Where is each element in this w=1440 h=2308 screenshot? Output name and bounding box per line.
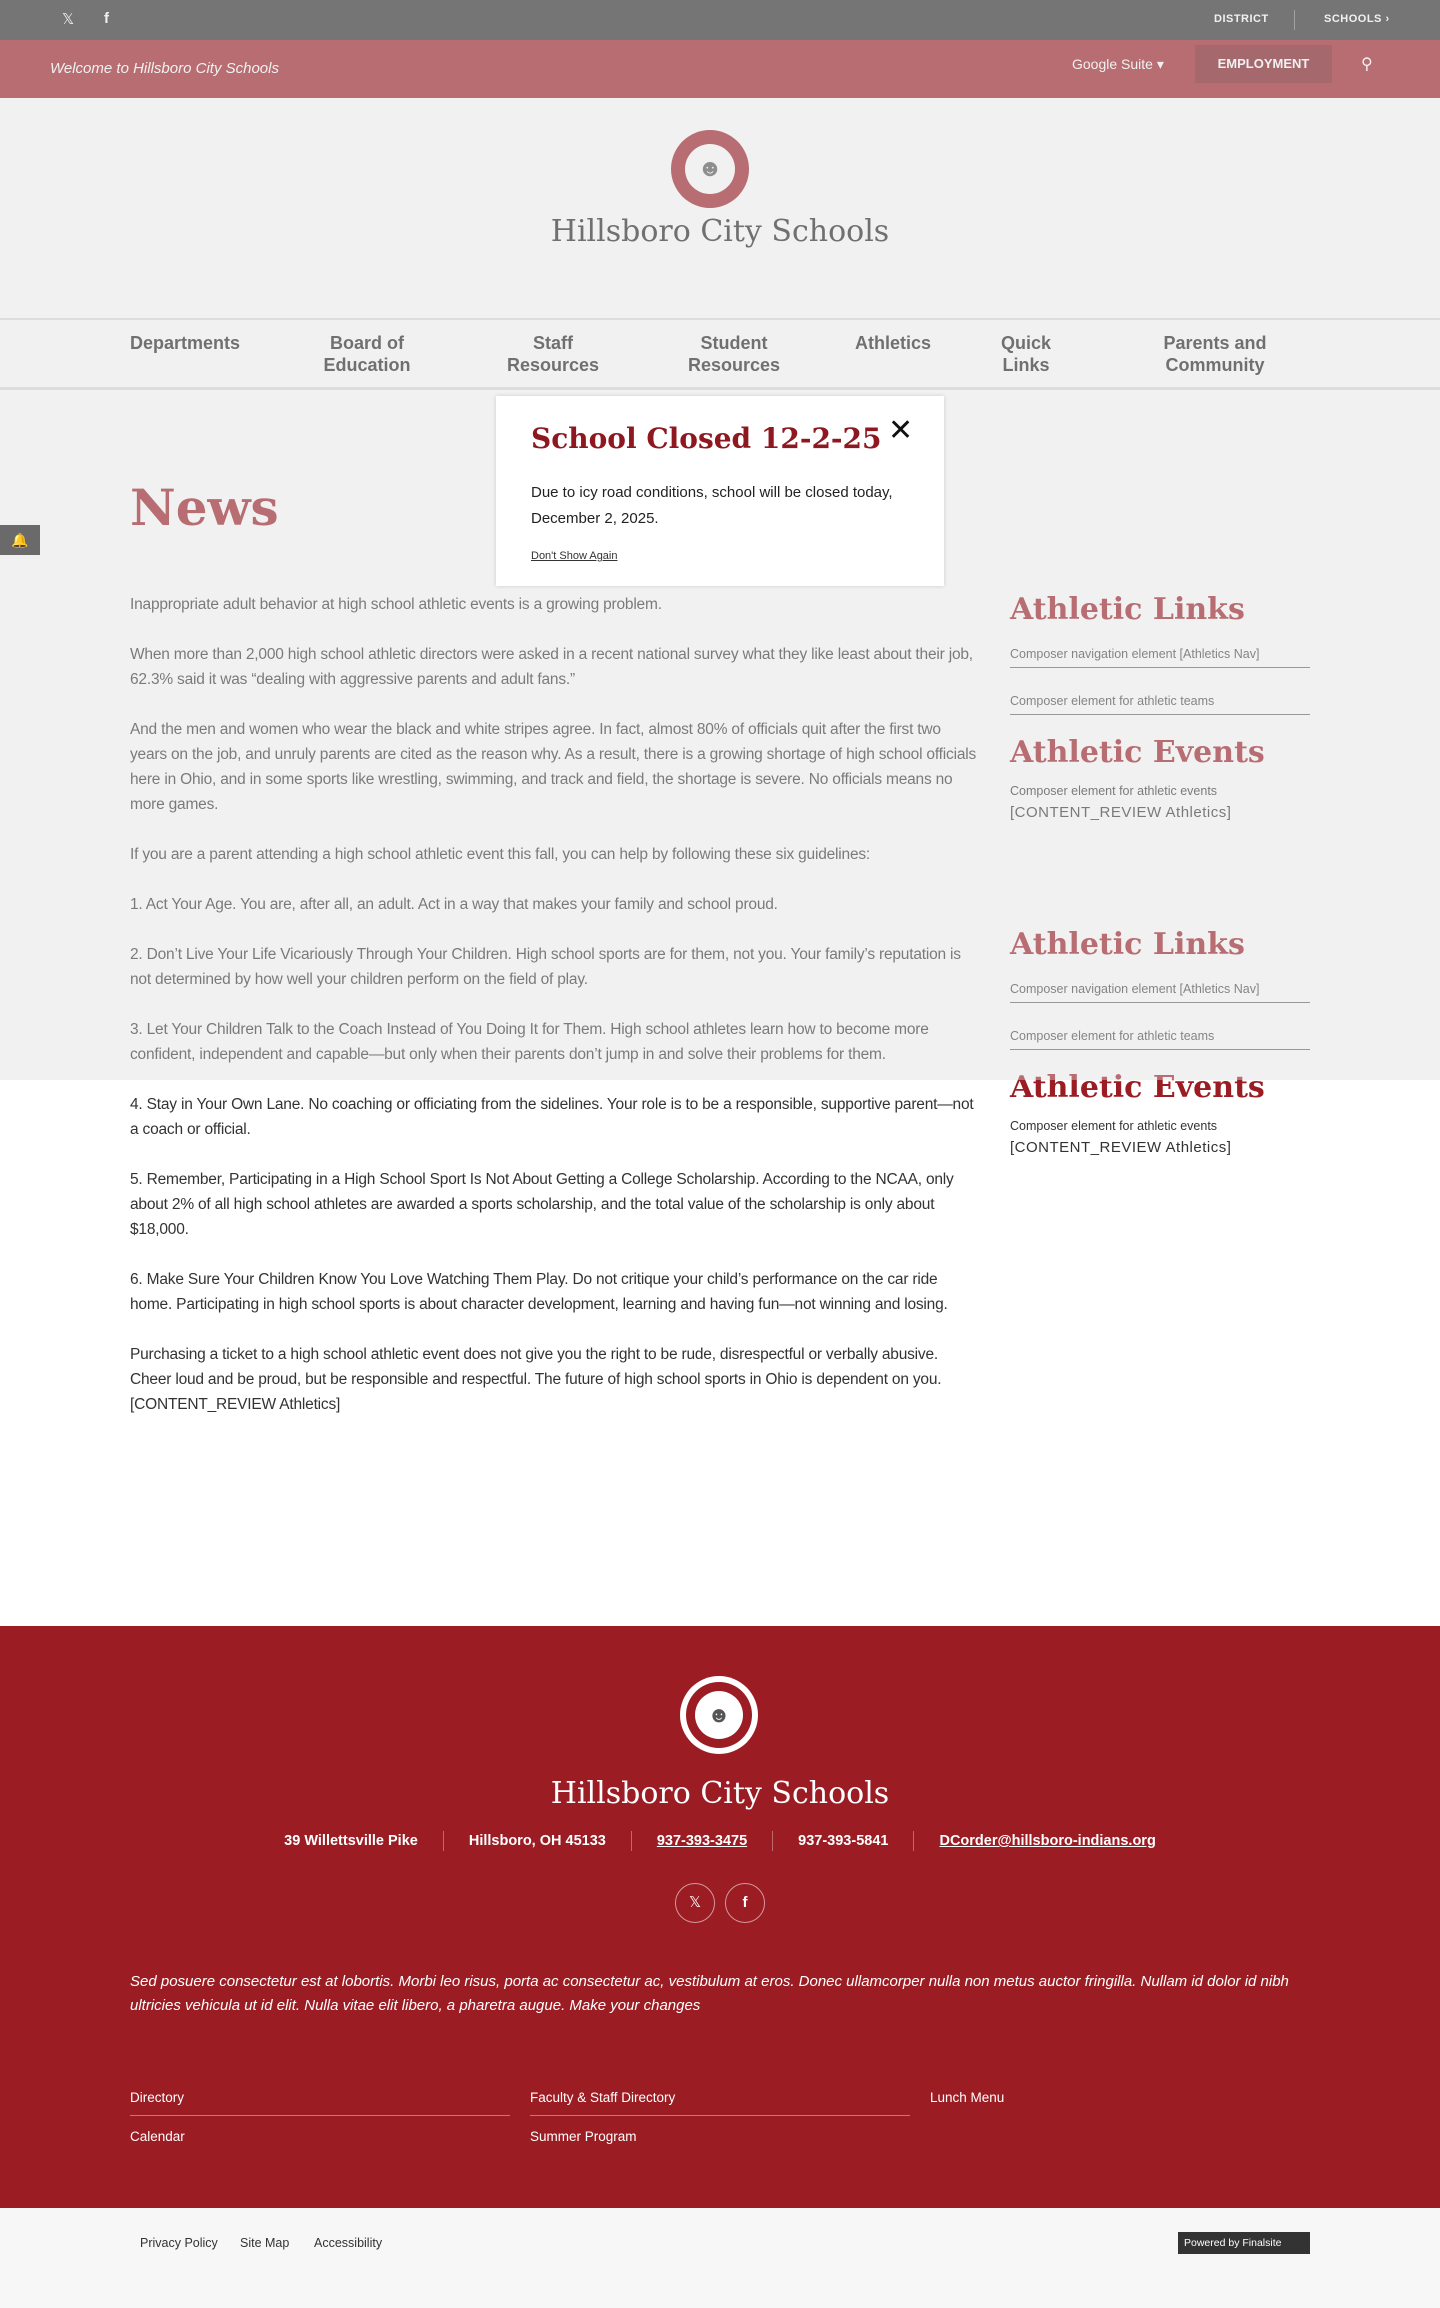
footer <box>0 1626 1440 2208</box>
facebook-icon[interactable]: f <box>104 10 109 27</box>
footer-title: Hillsboro City Schools <box>550 1776 890 1811</box>
x-icon[interactable]: 𝕏 <box>62 11 75 28</box>
athletic-links-heading: Athletic Links <box>1010 592 1245 627</box>
dont-show-again-link[interactable]: Don't Show Again <box>531 550 618 562</box>
accessibility-link[interactable]: Accessibility <box>314 2236 383 2250</box>
modal-message: Due to icy road conditions, school will be closed today, December 2, 2025. <box>531 484 893 527</box>
paragraph: 6. Make Sure Your Children Know You Love Watching Them Play. Do not critique your child’s performance on the car ride home. Participating in high school sports is about character development, learning and having fun—not winning and losing. <box>130 1271 948 1313</box>
nav-staff-resources[interactable]: Staff Resources <box>506 333 600 375</box>
content-review-tag: [CONTENT_REVIEW Athletics] <box>1010 1139 1232 1156</box>
footer-link-summer-program[interactable]: Summer Program <box>530 2129 637 2144</box>
facebook-icon[interactable]: f <box>725 1883 765 1923</box>
x-icon[interactable]: 𝕏 <box>675 1883 715 1923</box>
athletic-events-element: Composer element for athletic events <box>1010 1119 1218 1133</box>
city-state-zip: Hillsboro, OH 45133 <box>443 1831 631 1851</box>
paragraph: 1. Act Your Age. You are, after all, an adult. Act in a way that makes your family and school proud. <box>130 896 778 913</box>
footer-seal-logo[interactable] <box>680 1676 758 1754</box>
powered-by-finalsite-badge[interactable]: Powered by Finalsite <box>1178 2232 1310 2254</box>
modal-title: School Closed 12-2-25 <box>531 422 882 455</box>
content-review-tag: [CONTENT_REVIEW Athletics] <box>1010 804 1232 821</box>
nav-quick-links[interactable]: Quick Links <box>1000 333 1052 375</box>
paragraph: 4. Stay in Your Own Lane. No coaching or officiating from the sidelines. Your role is to be a responsible, supportive parent—not a coach or official. <box>130 1096 974 1138</box>
phone-link[interactable]: 937-393-3475 <box>631 1831 772 1851</box>
athletics-nav-element[interactable]: Composer navigation element [Athletics Nav] <box>1010 639 1310 668</box>
athletic-events-heading: Athletic Events <box>1010 1070 1265 1105</box>
footer-blurb: Sed posuere consectetur est at lobortis. Morbi leo risus, porta ac consectetur ac, vestibulum at eros. Donec ullamcorper nulla non metus auctor fringilla. Nullam id dolor id nibh ultricies vehicula ut id elit. Nulla vitae elit libero, a pharetra augue. Make your changes <box>130 1973 1289 2014</box>
athletic-events-element: Composer element for athletic events <box>1010 784 1218 798</box>
employment-button[interactable]: EMPLOYMENT <box>1195 45 1332 83</box>
paragraph: 3. Let Your Children Talk to the Coach Instead of You Doing It for Them. High school athletes learn how to become more confident, independent and capable—but only when their parents don’t jump in and solve their problems for them. <box>130 1021 929 1063</box>
chief-head-icon: ☻ <box>695 1691 743 1739</box>
paragraph: If you are a parent attending a high school athletic event this fall, you can help by following these six guidelines: <box>130 846 871 863</box>
nav-student-resources[interactable]: Student Resources <box>687 333 781 375</box>
footer-link-faculty-directory[interactable]: Faculty & Staff Directory <box>530 2090 910 2116</box>
athletic-teams-element[interactable]: Composer element for athletic teams <box>1010 1021 1310 1050</box>
district-link[interactable]: DISTRICT <box>1214 13 1269 25</box>
footer-link-directory[interactable]: Directory <box>130 2090 510 2116</box>
athletic-links-heading: Athletic Links <box>1010 927 1245 962</box>
footer-link-lunch-menu[interactable]: Lunch Menu <box>930 2090 1005 2105</box>
nav-departments[interactable]: Departments <box>129 333 241 353</box>
site-map-link[interactable]: Site Map <box>240 2236 290 2250</box>
bottom-bar <box>0 2208 1440 2308</box>
google-suite-dropdown[interactable]: Google Suite ▾ <box>1072 56 1164 72</box>
search-icon[interactable]: ⚲ <box>1361 56 1373 73</box>
bell-icon[interactable]: 🔔 <box>0 525 40 555</box>
schools-menu[interactable]: SCHOOLS › <box>1324 13 1390 25</box>
athletic-events-heading: Athletic Events <box>1010 735 1265 770</box>
paragraph: Purchasing a ticket to a high school athletic event does not give you the right to be rude, disrespectful or verbally abusive. Cheer loud and be proud, but be responsible and respectful. The future of high school sports in Ohio is dependent on you. <box>130 1346 942 1388</box>
paragraph: And the men and women who wear the black and white stripes agree. In fact, almost 80% of officials quit after the first two years on the job, and unruly parents are cited as the reason why. As a result, there is a growing shortage of high school officials here in Ohio, and in some sports like wrestling, swimming, and track and field, the shortage is severe. No officials means no more games. <box>130 721 977 813</box>
athletics-nav-element[interactable]: Composer navigation element [Athletics Nav] <box>1010 974 1310 1003</box>
nav-athletics[interactable]: Athletics <box>854 333 932 353</box>
close-icon[interactable]: ✕ <box>888 414 914 447</box>
paragraph: Inappropriate adult behavior at high school athletic events is a growing problem. <box>130 596 662 613</box>
nav-board-of-education[interactable]: Board of Education <box>323 333 411 375</box>
nav-parents-community[interactable]: Parents and Community <box>1163 333 1267 375</box>
email-link[interactable]: DCorder@hillsboro-indians.org <box>913 1831 1180 1851</box>
site-title[interactable]: Hillsboro City Schools <box>550 214 890 249</box>
welcome-text: Welcome to Hillsboro City Schools <box>50 60 279 77</box>
alert-modal <box>496 396 944 586</box>
paragraph: 2. Don’t Live Your Life Vicariously Through Your Children. High school sports are for them, not you. Your family’s reputation is not determined by how well your children perform on the field of play. <box>130 946 961 988</box>
paragraph: When more than 2,000 high school athletic directors were asked in a recent national survey what they like least about their job, 62.3% said it was “dealing with aggressive parents and adult fans.” <box>130 646 973 688</box>
chief-head-icon: ☻ <box>685 144 735 194</box>
footer-link-calendar[interactable]: Calendar <box>130 2129 185 2144</box>
address: 39 Willettsville Pike <box>284 1833 418 1849</box>
paragraph: 5. Remember, Participating in a High School Sport Is Not About Getting a College Scholarship. According to the NCAA, only about 2% of all high school athletes are awarded a sports scholarship, and the total value of the scholarship is only about $18,000. <box>130 1171 954 1238</box>
page-title: News <box>130 478 279 537</box>
contact-info <box>0 1831 1440 1851</box>
fax: 937-393-5841 <box>772 1831 913 1851</box>
athletic-teams-element[interactable]: Composer element for athletic teams <box>1010 686 1310 715</box>
content-review-tag: [CONTENT_REVIEW Athletics] <box>130 1396 341 1413</box>
privacy-policy-link[interactable]: Privacy Policy <box>140 2236 218 2250</box>
